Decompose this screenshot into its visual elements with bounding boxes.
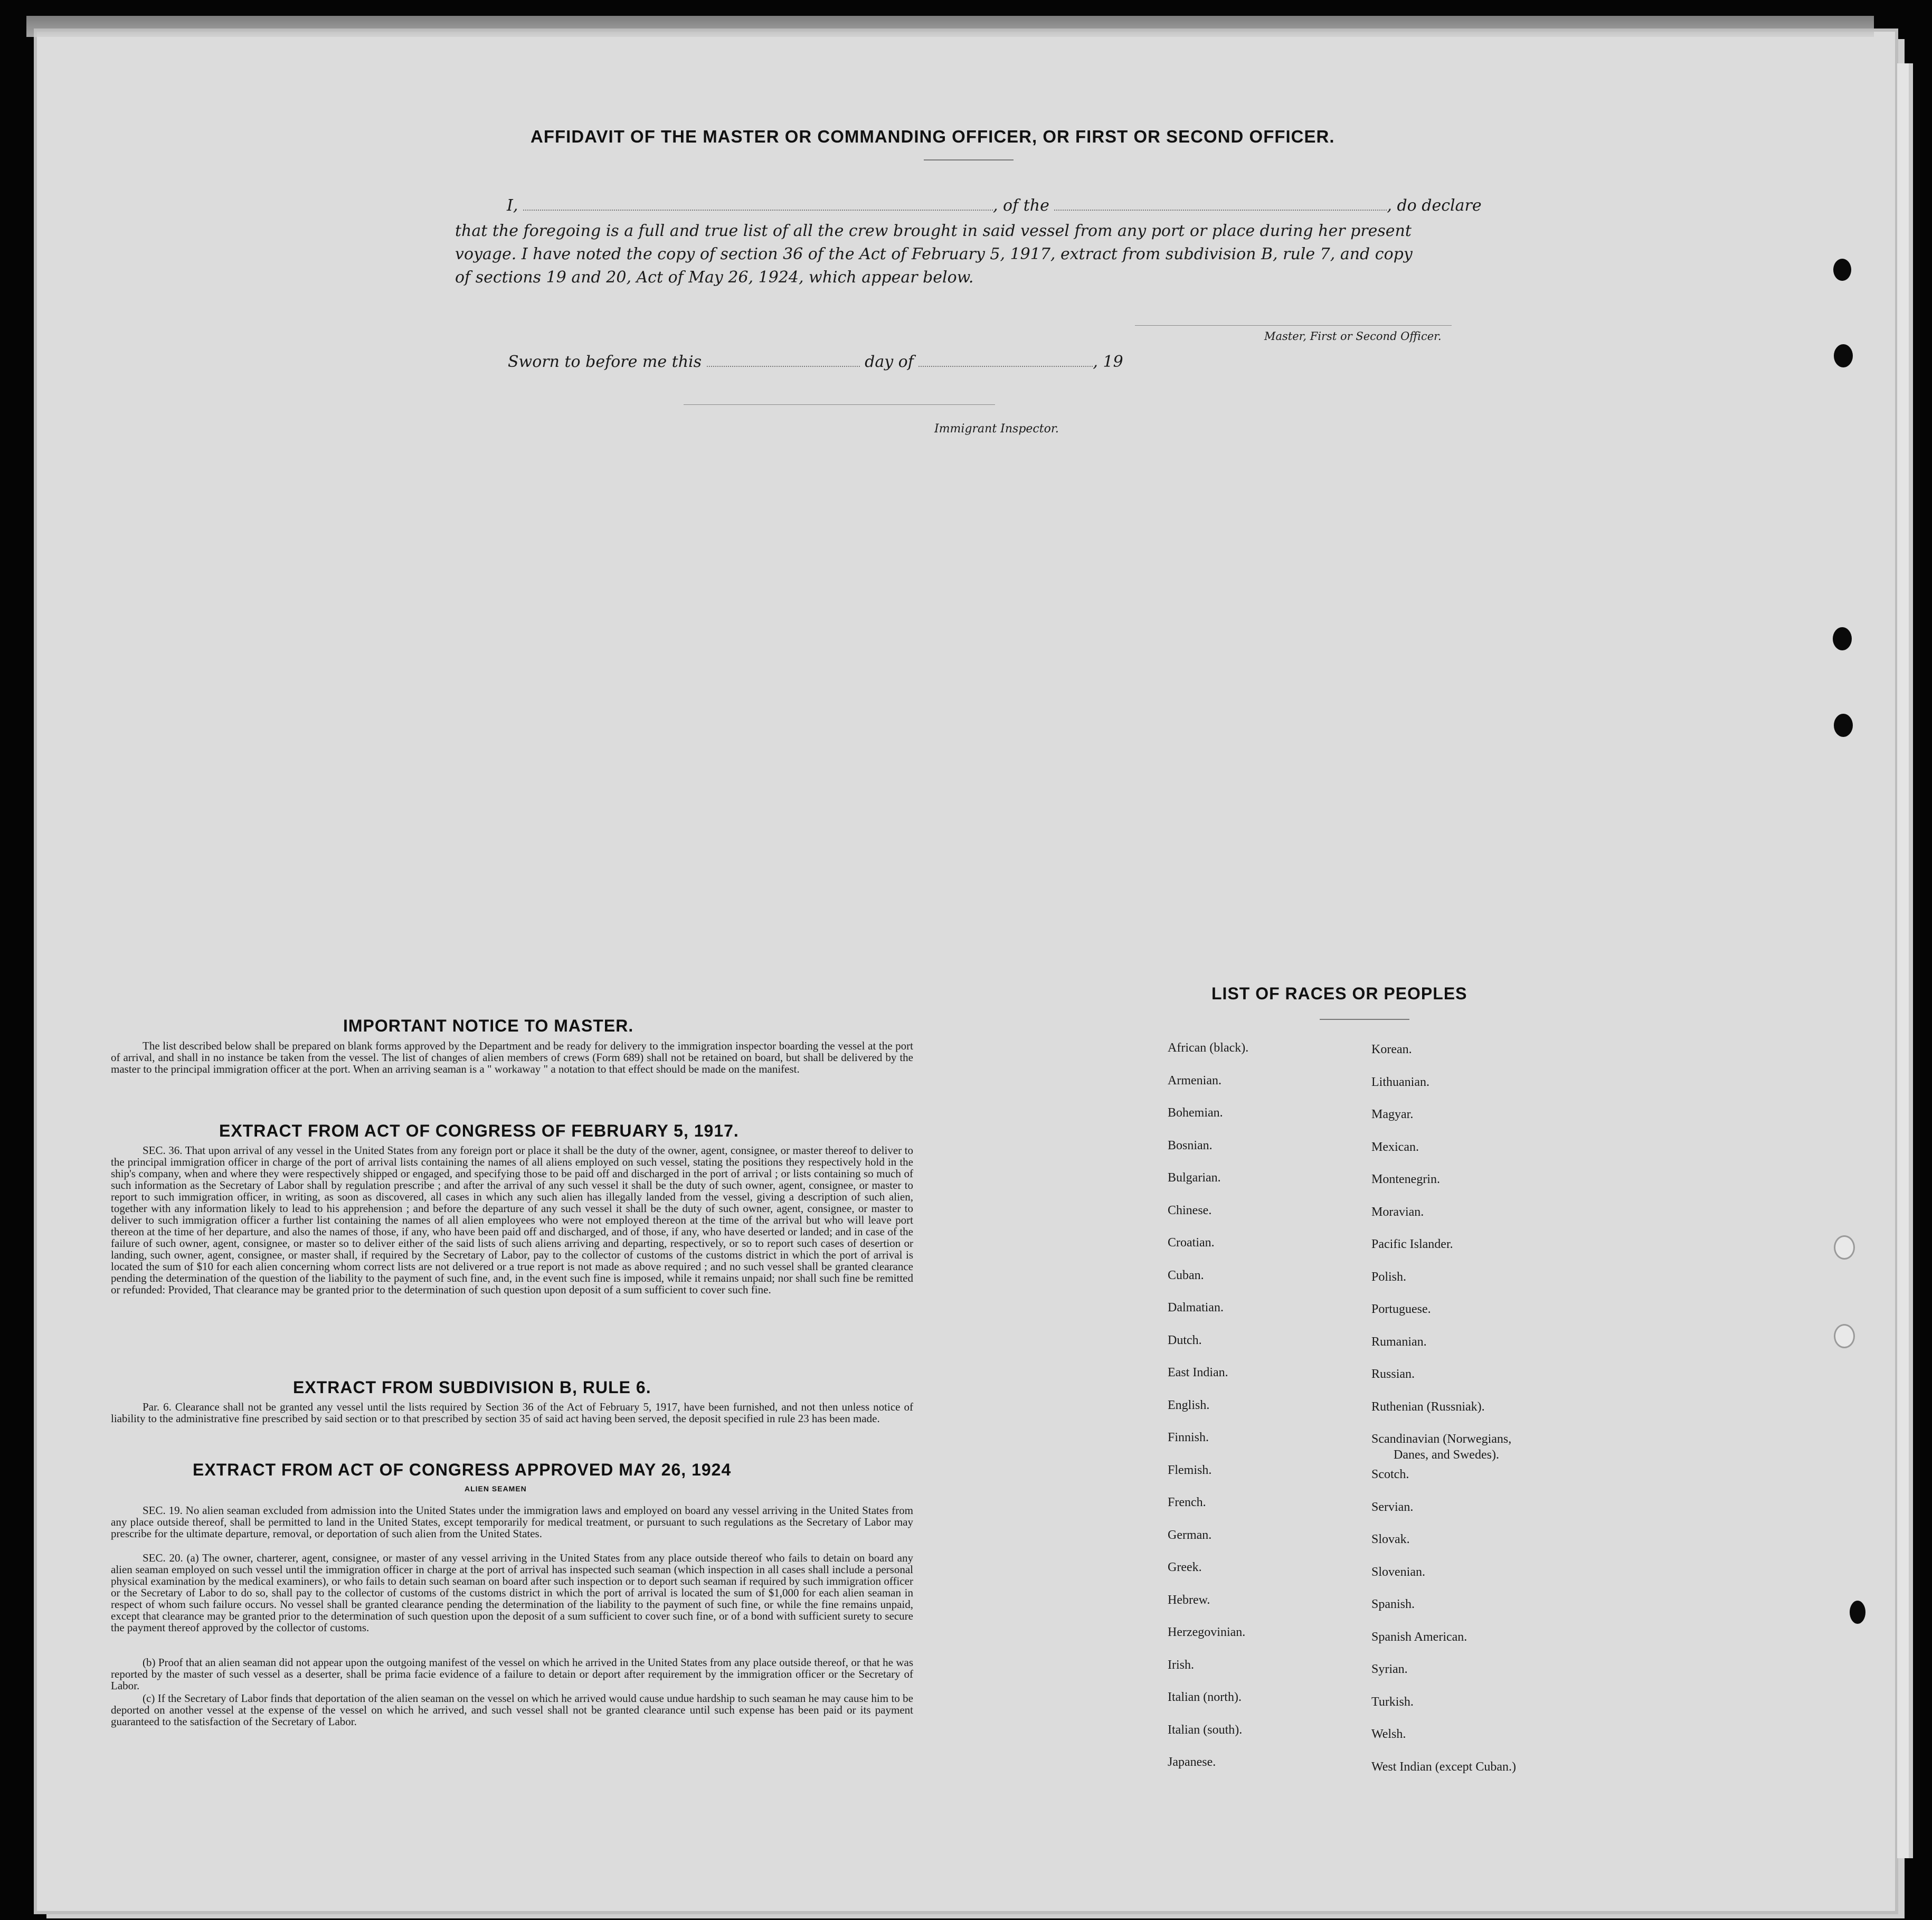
affidavit-title-rule: [924, 159, 1014, 160]
binder-ring: [1834, 1235, 1855, 1260]
race-item: Syrian.: [1371, 1662, 1408, 1676]
binder-hole: [1834, 344, 1853, 367]
race-item: West Indian (except Cuban.): [1371, 1760, 1516, 1774]
extract-1924-title: EXTRACT FROM ACT OF CONGRESS APPROVED MAY 26, 1924: [193, 1460, 732, 1479]
master-caption: Master, First or Second Officer.: [1264, 330, 1442, 343]
race-item: Lithuanian.: [1371, 1075, 1429, 1089]
race-item: Spanish American.: [1371, 1630, 1467, 1644]
extract-1917-body: SEC. 36. That upon arrival of any vessel in the United States from any foreign port or place it shall be the duty of the owner, agent, consignee, or master thereof to deliver to the principal immigration officer in charge of the port of arrival lists containing the names of all aliens employed on such vessel, stating the positions they respectively hold in the ship's company, when and where they were respectively shipped or engaged, and specifying those to be paid off and discharged in the port of arrival ; or lists containing so much of such information as the Secretary of Labor shall by regulation prescribe ; and after the arrival of any such vessel it shall be the duty of such owner, agent, consignee, or master to report to such immigration officer, in writing, as soon as discovered, all cases in which any such alien has illegally landed from the vessel, giving a description of such alien, together with any information likely to lead to his apprehension ; and before the departure of any such vessel it shall be the duty of such owner, agent, consignee, or master to deliver to such immigration officer a further list containing the names of all alien employees who were not employed thereon at the time of the arrival but who will leave port thereon at the time of her departure, and also the names of those, if any, who have been paid off and discharged, and of those, if any, who have deserted or landed; and in case of the failure of such owner, agent, consignee, or master so to deliver either of the said lists of such aliens arriving and departing, respectively, or so to report such cases of desertion or landing, such owner, agent, consignee, or master shall, if required by the Secretary of Labor, pay to the collector of customs of the customs district in which the port of arrival is located the sum of $10 for each alien concerning whom correct lists are not delivered or a true report is not made as above required ; and no such vessel shall be granted clearance pending the determination of the question of the liability to the payment of such fine, and, in the event such fine is imposed, while it remains unpaid; nor shall such fine be remitted or refunded: Provided, That clearance may be granted prior to the determination of such question upon deposit of a sum sufficient to cover such fine.: [111, 1144, 913, 1296]
race-item: English.: [1168, 1398, 1210, 1412]
races-title-rule: [1320, 1019, 1409, 1020]
notice-title: IMPORTANT NOTICE TO MASTER.: [343, 1016, 634, 1035]
sworn-line: [508, 353, 1123, 371]
race-item: Scotch.: [1371, 1468, 1409, 1481]
race-item: Bosnian.: [1168, 1138, 1213, 1152]
race-item: Italian (north).: [1168, 1690, 1242, 1704]
binder-hole: [1850, 1601, 1865, 1624]
race-item: Japanese.: [1168, 1755, 1216, 1769]
race-item: Croatian.: [1168, 1236, 1215, 1250]
sworn-month-blank[interactable]: [918, 366, 1093, 367]
vessel-name-blank[interactable]: [1054, 210, 1387, 211]
affidavit-line-3: voyage. I have noted the copy of section 36 of the Act of February 5, 1917, extract from subdivision B, rule 7, and copy: [455, 245, 1413, 263]
race-item: Polish.: [1371, 1270, 1407, 1284]
race-item: African (black).: [1168, 1041, 1249, 1055]
declarant-name-blank[interactable]: [523, 210, 993, 211]
binder-ring: [1834, 1324, 1855, 1348]
affidavit-title: AFFIDAVIT OF THE MASTER OR COMMANDING OFFICER, OR FIRST OR SECOND OFFICER.: [531, 127, 1335, 146]
inspector-caption: Immigrant Inspector.: [934, 422, 1059, 436]
notice-body: The list described below shall be prepared on blank forms approved by the Department and be ready for delivery to the immigration inspector boarding the vessel at the port of arrival, and shall in no instance be taken from the vessel. The list of changes of alien members of crews (Form 689) shall not be retained on board, but shall be delivered by the master to the principal immigration officer at the port. When an arriving seaman is a " workaway " a notation to that effect should be made on the manifest.: [111, 1039, 913, 1075]
race-item: Welsh.: [1371, 1727, 1406, 1741]
affidavit-do-declare: , do declare: [1387, 196, 1482, 215]
affidavit-line-2: that the foregoing is a full and true list of all the crew brought in said vessel from any port or place during her present: [455, 222, 1412, 240]
race-item: Bulgarian.: [1168, 1171, 1221, 1185]
race-item: Chinese.: [1168, 1203, 1212, 1217]
day-of-label: day of: [865, 353, 914, 371]
race-item: Scandinavian (Norwegians,: [1371, 1432, 1512, 1446]
affidavit-line-4: of sections 19 and 20, Act of May 26, 1924, which appear below.: [455, 268, 974, 287]
race-item: Greek.: [1168, 1560, 1202, 1574]
race-item: Slovenian.: [1371, 1565, 1425, 1579]
binder-hole: [1833, 627, 1852, 650]
extract-1924-sec20a: SEC. 20. (a) The owner, charterer, agent, consignee, or master of any vessel arriving in the United States from any place outside thereof who fails to detain on board any alien seaman employed on such vessel until the immigration officer in charge at the port of arrival has inspected such seaman (which inspection in all cases shall include a personal physical examination by the medical examiners), or who fails to detain such seaman on board after such inspection or to deport such seaman if required by such immigration officer or the Secretary of Labor to do so, shall pay to the collector of customs of the customs district in which the port of arrival is located the sum of $1,000 for each alien seaman in respect of whom such failure occurs. No vessel shall be granted clearance pending the determination of the liability to the payment of such fine, or while the fine remains unpaid, except that clearance may be granted prior to the determination of such question upon the deposit of a sum sufficient to cover such fine, or of a bond with sufficient surety to secure the payment thereof approved by the collector of customs.: [111, 1552, 913, 1634]
race-item: Magyar.: [1371, 1108, 1414, 1121]
race-item: Turkish.: [1371, 1695, 1414, 1709]
race-item: Russian.: [1371, 1367, 1415, 1381]
sworn-label: Sworn to before me this: [508, 353, 702, 371]
year-label: , 19: [1093, 353, 1123, 371]
binder-hole: [1833, 259, 1851, 281]
extract-1917-title: EXTRACT FROM ACT OF CONGRESS OF FEBRUARY 5, 1917.: [219, 1121, 739, 1140]
race-item: Finnish.: [1168, 1431, 1209, 1444]
race-item: Servian.: [1371, 1500, 1414, 1514]
race-item: Pacific Islander.: [1371, 1237, 1453, 1251]
race-item: Spanish.: [1371, 1597, 1415, 1611]
race-item: Dalmatian.: [1168, 1301, 1224, 1314]
race-item: Montenegrin.: [1371, 1172, 1440, 1186]
subdivision-b-body: Par. 6. Clearance shall not be granted any vessel until the lists required by Section 36 of the Act of February 5, 1917, have been furnished, and not then unless notice of liability to the administrative fine prescribed by said section or to that prescribed by section 35 of said act having been served, the deposit specified in rule 23 has been made.: [111, 1401, 913, 1425]
race-item: Korean.: [1371, 1043, 1412, 1056]
affidavit-line-1: [507, 196, 1482, 215]
extract-1924-sec19: SEC. 19. No alien seaman excluded from admission into the United States under the immigration laws and employed on board any vessel arriving in the United States from any place outside thereof, shall be permitted to land in the United States, except temporarily for medical treatment, or pursuant to such regulations as the Secretary of Labor may prescribe for the ultimate departure, removal, or deportation of such alien from the United States.: [111, 1504, 913, 1540]
race-item: East Indian.: [1168, 1366, 1228, 1379]
inspector-signature-line[interactable]: [684, 404, 995, 405]
race-item: French.: [1168, 1496, 1206, 1509]
affidavit-of-the: , of the: [992, 196, 1049, 215]
race-item: Portuguese.: [1371, 1302, 1431, 1316]
race-item: Rumanian.: [1371, 1335, 1427, 1349]
race-item: Mexican.: [1371, 1140, 1419, 1154]
extract-1924-sec20c: (c) If the Secretary of Labor finds that deportation of the alien seaman on the vessel on which he arrived would cause undue hardship to such seaman he may cause him to be deported on another vessel at the expense of the vessel on which he arrived, and such vessel shall not be granted clearance until such expense has been paid or its payment guaranteed to the satisfaction of the Secretary of Labor.: [111, 1692, 913, 1728]
race-item: Danes, and Swedes).: [1394, 1448, 1499, 1462]
race-item: Hebrew.: [1168, 1593, 1210, 1607]
race-item: German.: [1168, 1528, 1212, 1542]
race-item: Irish.: [1168, 1658, 1194, 1672]
sworn-day-blank[interactable]: [707, 366, 860, 367]
extract-1924-sec20b: (b) Proof that an alien seaman did not appear upon the outgoing manifest of the vessel on which he arrived in the United States from any place outside thereof, or that he was reported by the master of such vessel as a deserter, shall be prima facie evidence of a failure to detain or deport after requirement by the immigration officer or the Secretary of Labor.: [111, 1656, 913, 1692]
races-title: LIST OF RACES OR PEOPLES: [1211, 984, 1467, 1003]
race-item: Flemish.: [1168, 1463, 1212, 1477]
master-signature-line[interactable]: [1135, 325, 1452, 326]
race-item: Bohemian.: [1168, 1106, 1223, 1120]
race-item: Ruthenian (Russniak).: [1371, 1399, 1485, 1414]
race-item: Italian (south).: [1168, 1723, 1243, 1737]
race-item: Armenian.: [1168, 1073, 1221, 1087]
race-item: Slovak.: [1371, 1533, 1410, 1546]
affidavit-i: I,: [507, 196, 518, 215]
subdivision-b-title: EXTRACT FROM SUBDIVISION B, RULE 6.: [293, 1378, 651, 1397]
race-item: Dutch.: [1168, 1333, 1202, 1347]
race-item: Moravian.: [1371, 1205, 1424, 1219]
extract-1924-subtitle: ALIEN SEAMEN: [465, 1484, 527, 1493]
race-item: Herzegovinian.: [1168, 1625, 1246, 1639]
race-item: Cuban.: [1168, 1268, 1204, 1282]
binder-hole: [1834, 714, 1853, 737]
